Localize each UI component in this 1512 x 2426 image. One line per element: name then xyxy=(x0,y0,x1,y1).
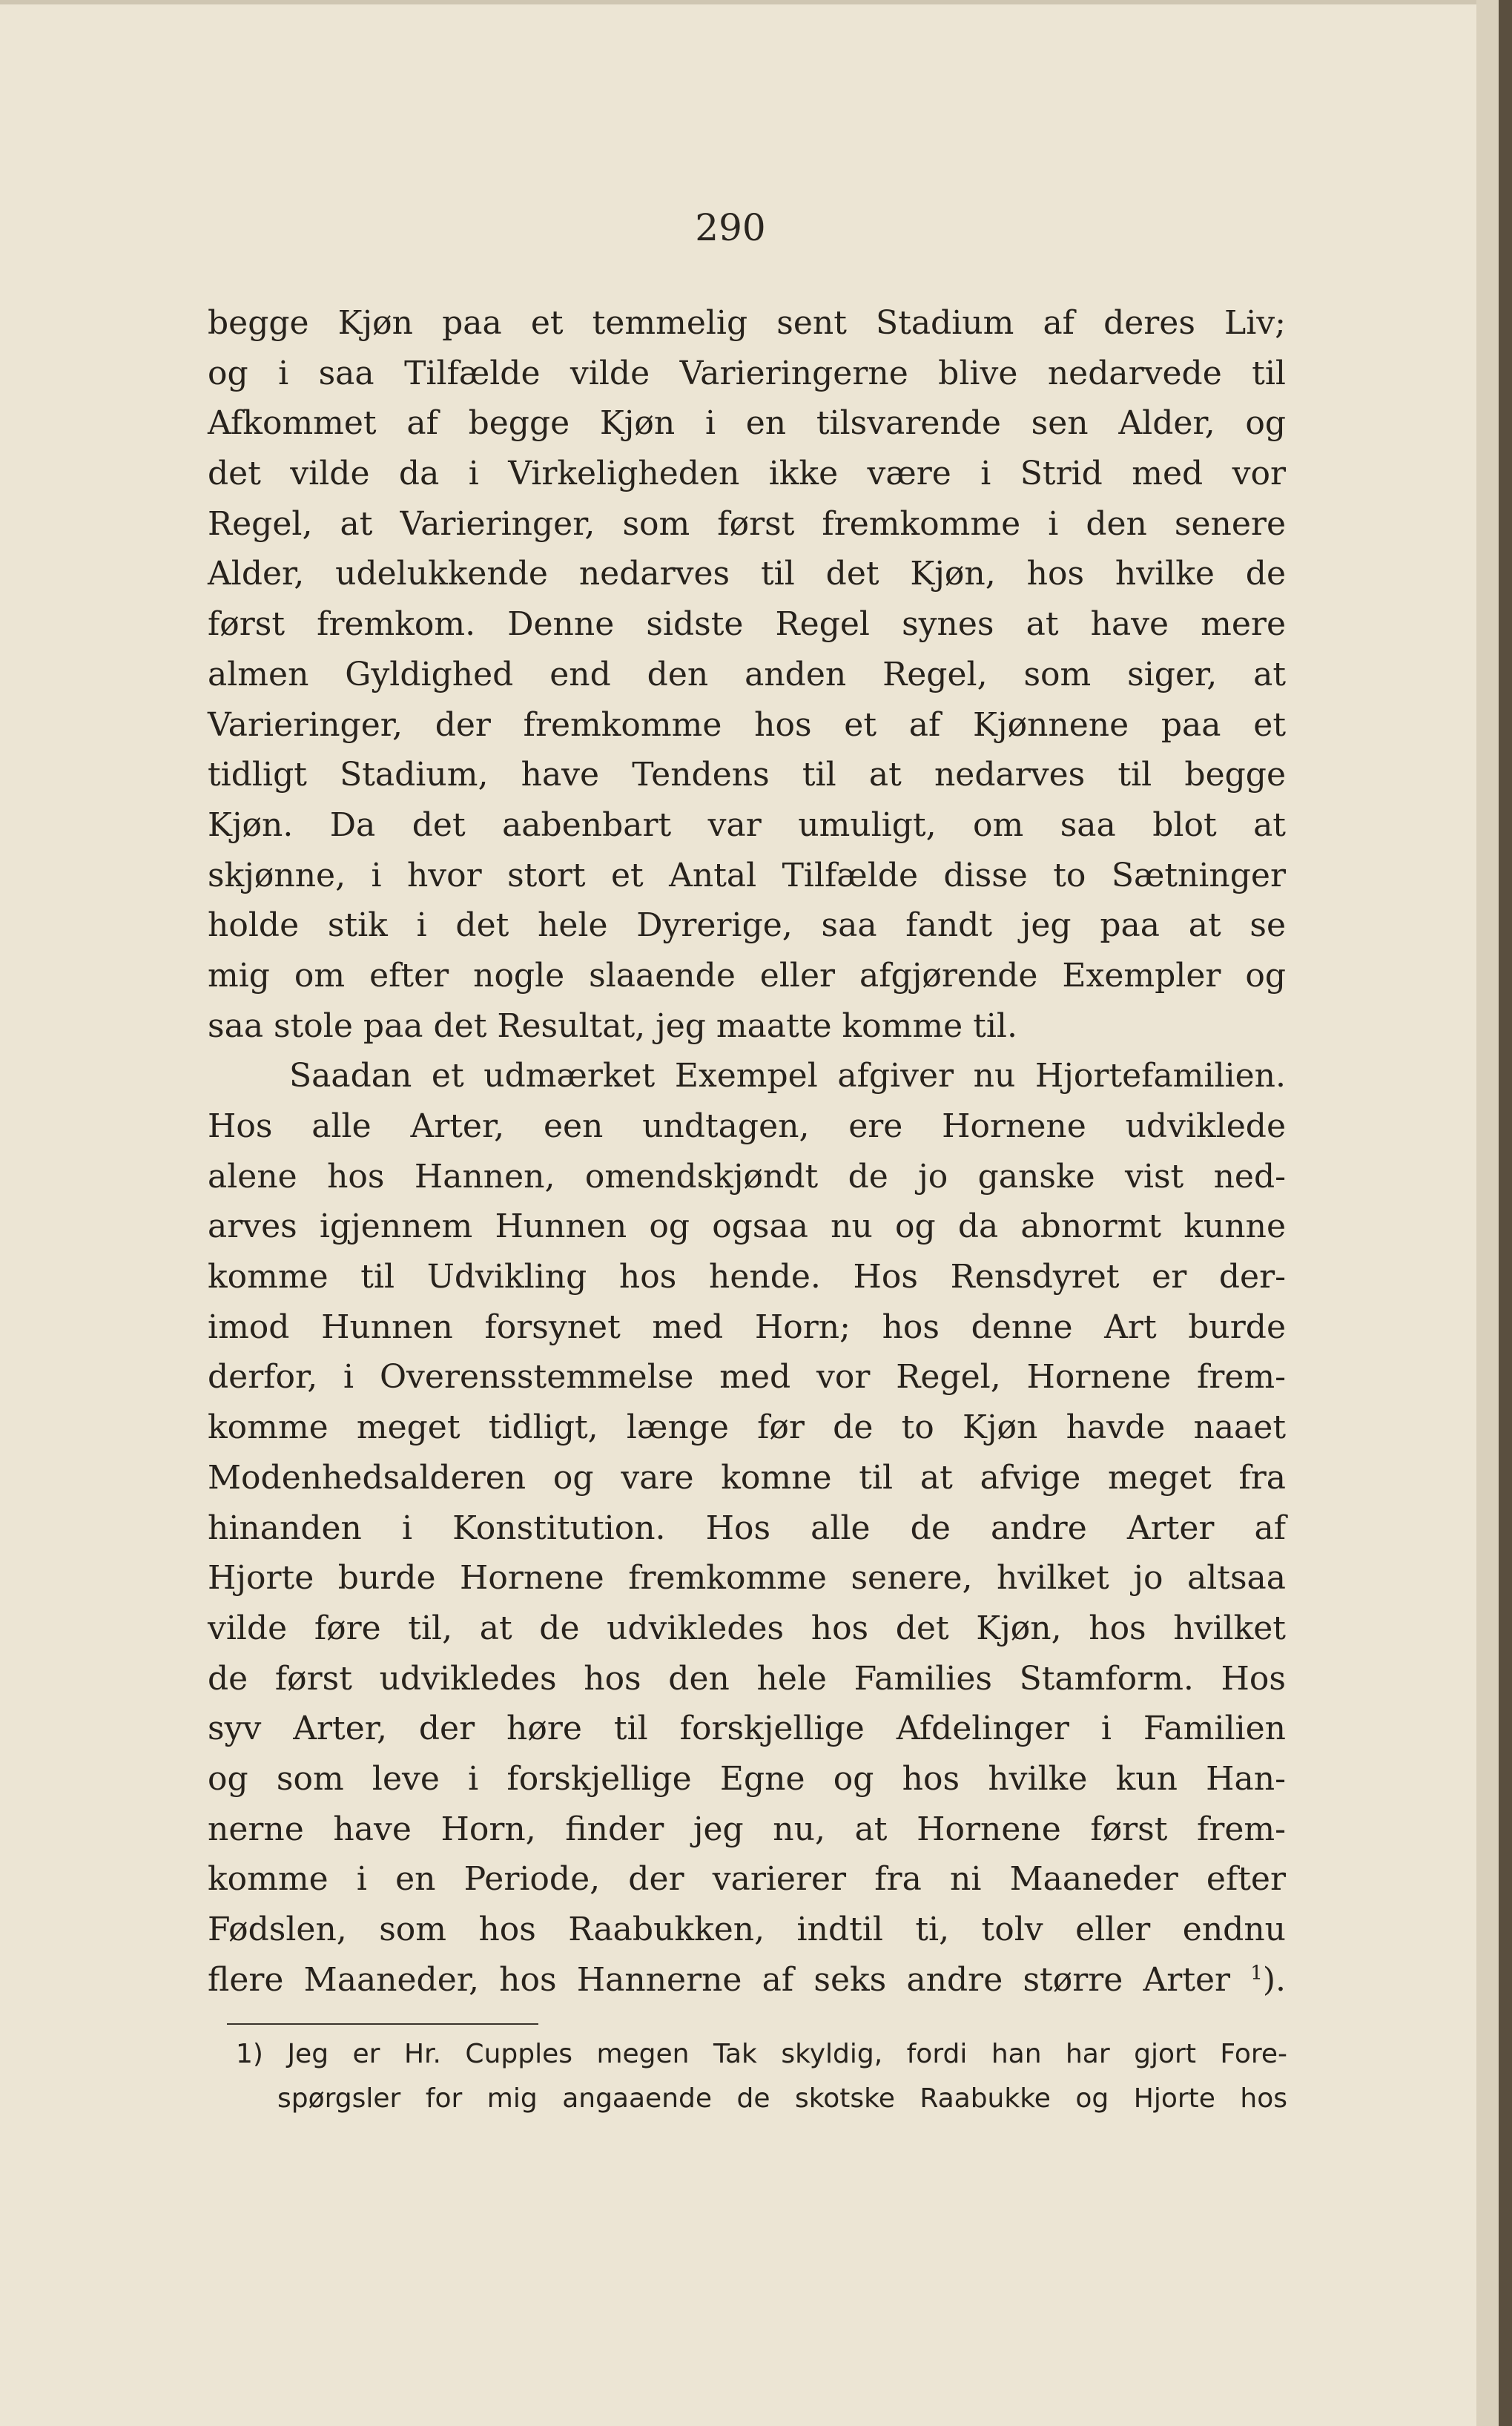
text-line: alene hos Hannen, omendskjøndt de jo ganske vist ned- xyxy=(208,1157,1286,1196)
binding-shadow xyxy=(1476,0,1499,2426)
body-text xyxy=(208,298,1286,2005)
text-line: nerne have Horn, finder jeg nu, at Hornene først frem- xyxy=(208,1810,1286,1848)
text-line: skjønne, i hvor stort et Antal Tilfælde disse to Sætninger xyxy=(208,856,1286,894)
text-line: og i saa Tilfælde vilde Varieringerne blive nedarvede til xyxy=(208,354,1286,392)
binding-edge xyxy=(1499,0,1512,2426)
text-line: de først udvikledes hos den hele Families Stamform. Hos xyxy=(208,1659,1286,1698)
text-line: arves igjennem Hunnen og ogsaa nu og da abnormt kunne xyxy=(208,1207,1286,1246)
footnote-line: spørgsler for mig angaaende de skotske Raabukke og Hjorte hos xyxy=(277,2083,1287,2114)
page-top-edge xyxy=(0,0,1512,4)
text-line: vilde føre til, at de udvikledes hos det Kjøn, hos hvilket xyxy=(208,1609,1286,1647)
text-line: syv Arter, der høre til forskjellige Afdelinger i Familien xyxy=(208,1710,1286,1748)
text-line: komme til Udvikling hos hende. Hos Rensdyret er der- xyxy=(208,1258,1286,1296)
text-line: Hjorte burde Hornene fremkomme senere, hvilket jo altsaa xyxy=(208,1559,1286,1598)
footnote-marker: 1) xyxy=(236,2039,263,2069)
text-line: Fødslen, som hos Raabukken, indtil ti, tolv eller endnu xyxy=(208,1911,1286,1948)
text-line: Regel, at Varieringer, som først fremkomme i den senere xyxy=(208,504,1286,543)
paragraph-start-line: Saadan et udmærket Exempel afgiver nu Hjortefamilien. xyxy=(289,1057,1286,1095)
text-line: komme meget tidligt, længe før de to Kjøn havde naaet xyxy=(208,1408,1286,1447)
text-line: hinanden i Konstitution. Hos alle de andre Arter af xyxy=(208,1509,1286,1547)
line-ending: ). xyxy=(1262,1960,1286,1999)
text-line: Modenhedsalderen og vare komne til at afvige meget fra xyxy=(208,1458,1286,1497)
footnote-section xyxy=(236,2032,1287,2121)
page-number: 290 xyxy=(695,206,766,249)
text-line: Varieringer, der fremkomme hos et af Kjønnene paa et xyxy=(208,705,1286,744)
footnote-line xyxy=(236,2032,1287,2077)
text-line: komme i en Periode, der varierer fra ni Maaneder efter xyxy=(208,1860,1286,1899)
text-line: Afkommet af begge Kjøn i en tilsvarende sen Alder, og xyxy=(208,404,1286,443)
text-line: mig om efter nogle slaaende eller afgjørende Exempler og xyxy=(208,956,1286,995)
text-line: det vilde da i Virkeligheden ikke være i Strid med vor xyxy=(208,455,1286,493)
paragraph-end-line: saa stole paa det Resultat, jeg maatte komme til. xyxy=(208,1006,1017,1045)
footnote-text: Jeg er Hr. Cupples megen Tak skyldig, fordi han har gjort Fore- xyxy=(287,2039,1288,2069)
text-line: tidligt Stadium, have Tendens til at nedarves til begge xyxy=(208,756,1286,794)
footnote-divider xyxy=(227,2023,538,2025)
text-line: Kjøn. Da det aabenbart var umuligt, om saa blot at xyxy=(208,805,1286,844)
text-line-with-footnote-ref xyxy=(208,1955,1286,2005)
footnote-reference: 1 xyxy=(1250,1962,1263,1985)
text-line: imod Hunnen forsynet med Horn; hos denne Art burde xyxy=(208,1308,1286,1346)
text-line: Alder, udelukkende nedarves til det Kjøn, hos hvilke de xyxy=(208,555,1286,593)
text-line: begge Kjøn paa et temmelig sent Stadium af deres Liv; xyxy=(208,304,1286,342)
text-line: holde stik i det hele Dyrerige, saa fandt jeg paa at se xyxy=(208,906,1286,945)
text-line: først fremkom. Denne sidste Regel synes at have mere xyxy=(208,605,1286,644)
text-line: derfor, i Overensstemmelse med vor Regel, Hornene frem- xyxy=(208,1358,1286,1397)
text-line: og som leve i forskjellige Egne og hos hvilke kun Han- xyxy=(208,1759,1286,1798)
text-line: Hos alle Arter, een undtagen, ere Hornene udviklede xyxy=(208,1107,1286,1145)
text-line-content: flere Maaneder, hos Hannerne af seks andre større Arter xyxy=(208,1960,1231,1999)
text-line: almen Gyldighed end den anden Regel, som siger, at xyxy=(208,655,1286,693)
